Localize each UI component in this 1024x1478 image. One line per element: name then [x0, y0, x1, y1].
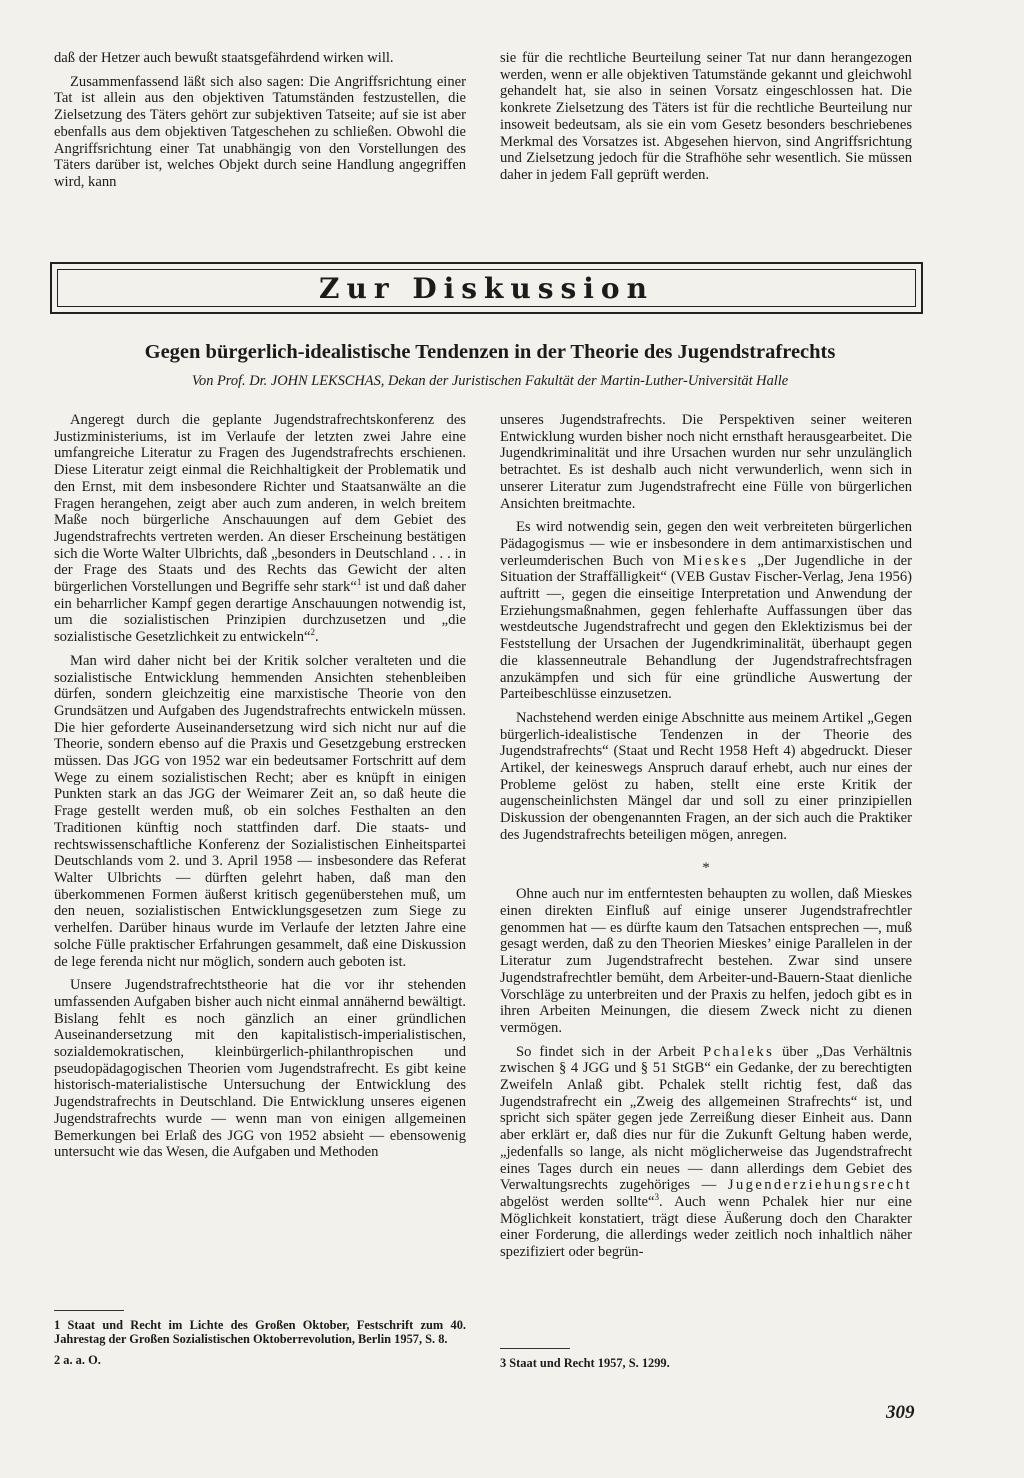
article-byline: Von Prof. Dr. JOHN LEKSCHAS, Dekan der Juristischen Fakultät der Martin-Luther-Universität Halle — [191, 373, 789, 389]
footnote: 3 Staat und Recht 1957, S. 1299. — [500, 1356, 670, 1370]
text: über „Das Verhältnis zwischen § 4 JGG und § 51 StGB“ ein Gedanke, der zu berechtigten Zweifeln Anlaß gibt. Pchalek stellt richtig fest, daß das Jugendstrafrecht ein „Zweig des allgemeinen Strafrechts“ ist, und spricht sich später gegen jede Zerreißung dieser Einheit aus. Dann aber erklärt er, daß dies nur für die Zukunft Geltung haben werde, „jedenfalls so lange, als nicht möglicherweise das Jugendstrafrecht eines Tages durch ein neues — dann allerdings dem Gebiet des Verwaltungsrechts zugehöriges — — [500, 1043, 912, 1194]
footnotes-right — [500, 1356, 912, 1376]
paragraph: daß der Hetzer auch bewußt staatsgefährdend wirken will. — [54, 50, 394, 66]
footnote-ref: 1 — [356, 577, 362, 588]
text: abgelöst werden sollte“ — [500, 1193, 655, 1210]
footnote: 1 Staat und Recht im Lichte des Großen Oktober, Festschrift zum 40. Jahrestag der Großen Sozialistischen Oktoberrevolution, Berlin 1957, S. 8. — [54, 1318, 466, 1347]
footnote-rule — [54, 1310, 124, 1311]
footnote-ref: 3 — [654, 1192, 659, 1203]
page-number: 309 — [886, 1402, 915, 1423]
text: . Auch wenn Pchalek hier nur eine Möglichkeit konstatiert, trägt diese Äußerung doch den Charakter einer Forderung, die allerdings weder zeitlich noch inhaltlich näher spezifiziert oder begrün- — [500, 1193, 912, 1261]
paragraph: sie für die rechtliche Beurteilung seiner Tat nur dann herangezogen werden, wenn er alle objektiven Tatumstände gekannt und gleichwohl gehandelt hat, sie also in seinen Vorsatz eingeschlossen hat. Die konkrete Zielsetzung des Täters ist für die rechtliche Beurteilung nur insoweit bedeutsam, als sie ein vom Gesetz besonders beschriebenes Merkmal des Vorsatzes ist. Abgesehen hiervon, sind Angriffsrichtung und Zielsetzung jedoch für die Strafhöhe sehr wesentlich. Sie müssen daher in jedem Fall geprüft werden. — [500, 50, 912, 183]
text: ist und daß daher ein beharrlicher Kampf gegen derartige Anschauungen notwendig ist, um die sozialistischen Prinzipien durchzusetzen und „die sozialistische Gesetzlichkeit zu entwickeln“ — [54, 579, 466, 646]
paragraph: Nachstehend werden einige Abschnitte aus meinem Artikel „Gegen bürgerlich-idealistische Tendenzen in der Theorie des Jugendstrafrechts“ (Staat und Recht 1958 Heft 4) abgedruckt. Dieser Artikel, der keineswegs Anspruch darauf erhebt, auch nur eines der Probleme gelöst zu haben, stellt eine erste Kritik der augenscheinlichsten Mängel dar und soll zu einer prinzipiellen Diskussion der obengenannten Fragen, an der sich auch die Praktiker des Jugendstrafrechts beteiligen mögen, anregen. — [500, 709, 912, 843]
footnote: 2 a. a. O. — [54, 1352, 101, 1367]
text: So findet sich in der Arbeit — [516, 1043, 704, 1060]
section-banner — [50, 262, 923, 314]
section-banner-frame — [57, 269, 916, 307]
text: Es wird notwendig sein, gegen den weit verbreiteten bürgerlichen Pädagogismus — wie er insbesondere in dem antimarxistischen und verleumderischen Buch von — [500, 519, 912, 569]
footnotes-left — [54, 1318, 466, 1373]
top-right-column — [500, 50, 912, 184]
article-left-column — [54, 412, 466, 1161]
article-title: Gegen bürgerlich-idealistische Tendenzen in der Theorie des Jugendstrafrechts — [144, 341, 836, 363]
footnote-rule — [500, 1348, 570, 1349]
paragraph: Zusammenfassend läßt sich also sagen: Die Angriffsrichtung einer Tat ist allein aus den objektiven Tatumständen festzustellen, die Zielsetzung des Täters gehört zur subjektiven Tatseite; auf sie ist aber ebenfalls aus dem objektiven Tatgeschehen zu schließen. Obwohl die Angriffsrichtung einer Tat unabhängig von den Vorstellungen des Täters darüber ist, welches Objekt durch seine Handlung angegriffen wird, kann — [54, 73, 466, 190]
paragraph: unseres Jugendstrafrechts. Die Perspektiven seiner weiteren Entwicklung wurden bisher noch nicht ernsthaft herausgearbeitet. Die Jugendkriminalität und ihre Ursachen wurden nur sehr unzulänglich betrachtet. Es ist deshalb auch nicht verwunderlich, wenn sich in unserer Literatur zum Jugendstrafrecht eine Fülle von bürgerlichen Ansichten breitmachte. — [500, 412, 912, 512]
text: „Der Jugendliche in der Situation der Straffälligkeit“ (VEB Gustav Fischer-Verlag, Jena 1956) auftritt —, gegen die einseitige Interpretation und Anwendung der Erziehungsmaßnahmen, gegen fehlerhafte Auffassungen über das westdeutsche Jugendstrafrecht und gegen den Eklektizismus bei der Feststellung der Ursachen der Jugendkriminalität, überhaupt gegen die klassenneutrale Behandlung der Jugendstrafrechtsfragen anzukämpfen und sich für eine gründliche Auswertung der Parteibeschlüsse einzusetzen. — [500, 552, 912, 703]
author-name: Pchaleks — [703, 1043, 775, 1060]
paragraph: Man wird daher nicht bei der Kritik solcher veralteten und die sozialistische Entwicklung hemmenden Ansichten stehenbleiben dürfen, sondern gleichzeitig eine marxistische Theorie von den Grundsätzen und Aufgaben des Jugendstrafrechts entwickeln müssen. Die hier geforderte Auseinandersetzung wird sich nicht nur auf die Theorie, sondern ebenso auf die Praxis und Gesetzgebung erstrecken müssen. Das JGG von 1952 war ein bedeutsamer Fortschritt auf dem Wege zu einem sozialistischen Recht; aber es knüpft in einigen Punkten stark an das JGG der Weimarer Zeit an, so daß heute die Frage gestellt werden muß, ob ein solches Festhalten an den Traditionen künftig noch stattfinden darf. Die staats- und rechtswissenschaftliche Konferenz der Sozialistischen Einheitspartei Deutschlands vom 2. und 3. April 1958 — insbesondere das Referat Walter Ulbrichts — dürften gelehrt haben, daß man den überkommenen Formen äußerst kritisch gegenüberstehen muß, um den neuen, sozialistischen Entwicklungsgesetzen zum Siege zu verhelfen. Darüber hinaus wurde im Verlaufe der letzten Jahre eine solche Fülle praktischer Erfahrungen gesammelt, daß eine Diskussion de lege ferenda nicht nur möglich, sondern auch geboten ist. — [54, 652, 466, 970]
paragraph — [500, 519, 912, 703]
paragraph: Ohne auch nur im entferntesten behaupten zu wollen, daß Mieskes einen direkten Einfluß auf einige unserer Jugendstrafrechtler genommen hat — es dürfte kaum den Tatsachen entsprechen —, muß gesagt werden, daß zu den Theorien Mieskes’ einige Parallelen in der Literatur zum Jugendstrafrecht bestehen. Zwar sind unsere Jugendstrafrechtler bemüht, dem Arbeiter-und-Bauern-Staat dienliche Vorschläge zu unterbreiten und der Praxis zu helfen, jedoch gibt es in ihren Arbeiten Meinungen, die diesem Zweck nicht zu dienen vermögen. — [500, 886, 912, 1036]
section-separator: * — [702, 859, 710, 876]
text: . — [315, 629, 319, 646]
section-banner-title: Zur Diskussion — [319, 271, 654, 305]
top-left-column — [54, 50, 466, 191]
footnote-ref: 2 — [310, 627, 316, 638]
article-right-column — [500, 412, 912, 1261]
paragraph — [54, 412, 466, 646]
author-name: Mieskes — [683, 552, 749, 569]
paragraph — [500, 1044, 912, 1261]
text: Angeregt durch die geplante Jugendstrafrechtskonferenz des Justizministeriums, ist im Verlaufe der letzten zwei Jahre eine umfangreiche Literatur zu Fragen des Jugendstrafrechts erschienen. Diese Literatur zeigt einmal die Reichhaltigkeit der Problematik und den Ernst, mit dem insbesondere Richter und Staatsanwälte an die Fragen herangehen, zeigt aber auch zum anderen, in welch breitem Maße noch bürgerliche Anschauungen auf dem Gebiet des Jugendstrafrechts vertreten werden. An dieser Erscheinung bestätigen sich die Worte Walter Ulbrichts, daß „besonders in Deutschland . . . in der Frage des Staats und des Rechts das Gewicht der alten bürgerlichen Vorstellungen und Begriffe sehr stark“ — [54, 412, 466, 596]
spaced-term: Jugenderziehungsrecht — [727, 1177, 912, 1194]
paragraph: Unsere Jugendstrafrechtstheorie hat die vor ihr stehenden umfassenden Aufgaben bisher auch nicht einmal annähernd bewältigt. Bislang fehlt es noch gänzlich an einer gründlichen Auseinandersetzung mit den kapitalistisch-imperialistischen, sozialdemokratischen, kleinbürgerlich-philanthropischen und pseudopädagogischen Theorien vom Jugendstrafrecht. Es gibt keine historisch-materialistische Untersuchung der Entwicklung des Jugendstrafrechts in Deutschland. Die Entwicklung unseres eigenen Jugendstrafrechts wurde — wenn man von einigen allgemeinen Bemerkungen bei Erlaß des JGG von 1952 absieht — ebensowenig untersucht wie das Wesen, die Aufgaben und Methoden — [54, 977, 466, 1161]
